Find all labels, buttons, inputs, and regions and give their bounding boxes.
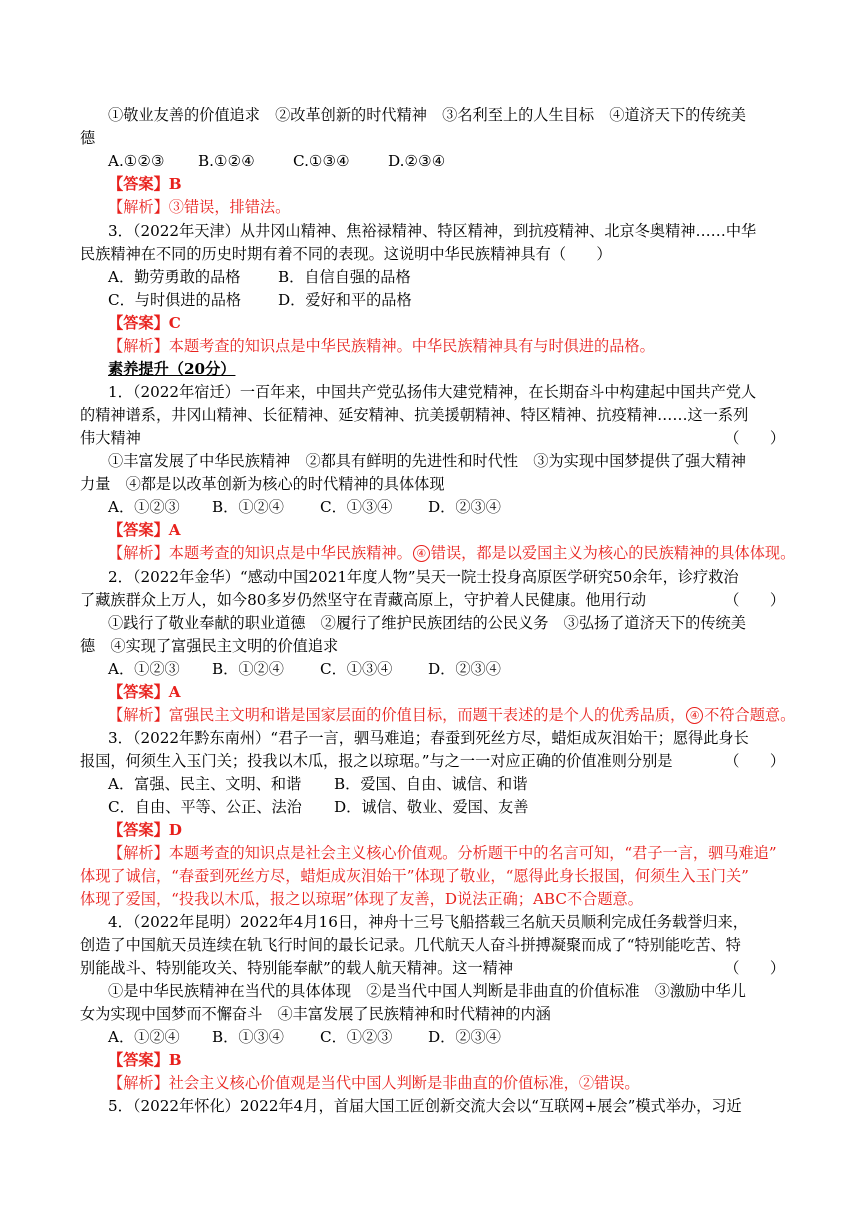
choice-b: B.①②④ <box>198 152 255 170</box>
question-3-stem: 3．（2022年黔东南州）“君子一言，驷马难追；春蚕到死丝方尽，蜡炬成灰泪始干；愿得此身长 <box>108 729 749 747</box>
question-4-stem-cont: 创造了中国航天员连续在轨飞行时间的最长记录。几代航天人奋斗拼搏凝聚而成了“特别能吃苦、特 <box>80 936 741 954</box>
option-statements-cont: 德 ④实现了富强民主文明的价值追求 <box>80 637 339 655</box>
section-heading: 素养提升（20分） <box>108 360 236 378</box>
answer-blank: （ ） <box>724 752 785 770</box>
option-statements: ①丰富发展了中华民族精神 ②都具有鲜明的先进性和时代性 ③为实现中国梦提供了强大精神 <box>108 452 746 470</box>
answer-blank: （ ） <box>724 591 785 609</box>
option-statements: ①是中华民族精神在当代的具体体现 ②是当代中国人判断是非曲直的价值标准 ③激励中华儿 <box>108 982 746 1000</box>
choice-c: C.①③④ <box>293 152 350 170</box>
option-statements-cont: 德 <box>80 129 96 147</box>
option-statements: ①践行了敬业奉献的职业道德 ②履行了维护民族团结的公民义务 ③弘扬了道济天下的传统美 <box>108 614 746 632</box>
question-3-stem-cont: 民族精神在不同的历史时期有着不同的表现。这说明中华民族精神具有（ ） <box>80 245 612 263</box>
stem-text: 伟大精神 <box>80 429 141 447</box>
answer-choices <box>108 496 785 518</box>
analysis-text-cont: 体现了爱国，“投我以木瓜，报之以琼琚”体现了友善，D说法正确；ABC不合题意。 <box>80 890 643 908</box>
choice-c: C．与时俱进的品格 <box>108 291 242 309</box>
stem-text: 别能战斗、特别能攻关、特别能奉献”的载人航天精神。这一精神 <box>80 959 514 977</box>
answer-label: 【答案】A <box>108 683 181 701</box>
choice-d: D．②③④ <box>428 660 501 678</box>
choice-c: C．①③④ <box>320 498 393 516</box>
question-3-stem: 3．（2022年天津）从井冈山精神、焦裕禄精神、特区精神，到抗疫精神、北京冬奥精神……中华 <box>108 222 757 240</box>
option-statements-cont: 女为实现中国梦而不懈奋斗 ④丰富发展了民族精神和时代精神的内涵 <box>80 1005 551 1023</box>
choice-b: B．自信自强的品格 <box>278 268 411 286</box>
option-statements-cont: 力量 ④都是以改革创新为核心的时代精神的具体体现 <box>80 475 445 493</box>
analysis-text: 【解析】本题考查的知识点是中华民族精神。中华民族精神具有与时俱进的品格。 <box>108 337 655 355</box>
choice-b: B．①②④ <box>212 660 284 678</box>
answer-choices <box>108 150 785 172</box>
analysis-part: 【解析】本题考查的知识点是中华民族精神。 <box>108 544 412 562</box>
stem-text: 报国，何须生入玉门关；投我以木瓜，报之以琼琚。”与之一一对应正确的价值准则分别是 <box>80 752 673 770</box>
choice-d: D．爱好和平的品格 <box>278 291 412 309</box>
choice-c: C．自由、平等、公正、法治 <box>108 798 302 816</box>
answer-label: 【答案】A <box>108 521 181 539</box>
choice-a: A．勤劳勇敢的品格 <box>108 268 241 286</box>
choice-c: C．①③④ <box>320 660 393 678</box>
question-5-stem: 5．（2022年怀化）2022年4月，首届大国工匠创新交流大会以“互联网+展会”模式举办，习近 <box>108 1097 742 1115</box>
analysis-part: 【解析】富强民主文明和谐是国家层面的价值目标，而题干表述的是个人的优秀品质， <box>108 706 686 724</box>
choice-a: A．富强、民主、文明、和谐 <box>108 775 302 793</box>
question-3-stem-cont <box>80 750 785 772</box>
analysis-text: 【解析】社会主义核心价值观是当代中国人判断是非曲直的价值标准，②错误。 <box>108 1074 640 1092</box>
answer-label: 【答案】D <box>108 821 182 839</box>
circled-number: ④ <box>686 707 703 724</box>
choice-d: D.②③④ <box>388 152 446 170</box>
answer-choices <box>108 1026 785 1048</box>
analysis-text: 【解析】③错误，排错法。 <box>108 198 291 216</box>
answer-blank: （ ） <box>724 959 785 977</box>
answer-choices <box>108 658 785 680</box>
choice-b: B．①②④ <box>212 498 284 516</box>
answer-label: 【答案】B <box>108 1051 182 1069</box>
choice-a: A．①②③ <box>108 498 180 516</box>
question-2-stem: 2．（2022年金华）“感动中国2021年度人物”吴天一院士投身高原医学研究50余年，诊疗救治 <box>108 568 739 586</box>
question-4-stem-cont <box>80 957 785 979</box>
choice-a: A．①②③ <box>108 660 180 678</box>
analysis-part: 不符合题意。 <box>704 706 796 724</box>
choice-a: A.①②③ <box>108 152 165 170</box>
choice-b: B．①③④ <box>212 1028 284 1046</box>
analysis-text <box>108 542 796 564</box>
question-1-stem-cont: 的精神谱系，井冈山精神、长征精神、延安精神、抗美援朝精神、特区精神、抗疫精神……这一系列 <box>80 406 749 424</box>
analysis-text: 【解析】本题考查的知识点是社会主义核心价值观。分析题干中的名言可知，“君子一言，驷马难追” <box>108 844 777 862</box>
answer-choices <box>108 773 785 795</box>
circled-number: ④ <box>413 545 430 562</box>
answer-choices <box>108 266 785 288</box>
answer-label: 【答案】B <box>108 175 182 193</box>
answer-choices <box>108 289 785 311</box>
choice-d: D．诚信、敬业、爱国、友善 <box>334 798 529 816</box>
option-statements: ①敬业友善的价值追求 ②改革创新的时代精神 ③名利至上的人生目标 ④道济天下的传统美 <box>108 106 746 124</box>
choice-d: D．②③④ <box>428 1028 501 1046</box>
question-2-stem-cont <box>80 589 785 611</box>
choice-a: A．①②④ <box>108 1028 180 1046</box>
analysis-part: 错误，都是以爱国主义为核心的民族精神的具体体现。 <box>430 544 796 562</box>
analysis-text-cont: 体现了诚信，“春蚕到死丝方尽，蜡炬成灰泪始干”体现了敬业，“愿得此身长报国，何须生入玉门关” <box>80 867 749 885</box>
question-1-stem: 1．（2022年宿迁）一百年来，中国共产党弘扬伟大建党精神，在长期奋斗中构建起中国共产党人 <box>108 383 757 401</box>
choice-c: C．①②③ <box>320 1028 393 1046</box>
question-4-stem: 4．（2022年昆明）2022年4月16日，神舟十三号飞船搭载三名航天员顺利完成任务载誉归来， <box>108 913 748 931</box>
stem-text: 了藏族群众上万人，如今80多岁仍然坚守在青藏高原上，守护着人民健康。他用行动 <box>80 591 647 609</box>
answer-blank: （ ） <box>724 429 785 447</box>
analysis-text <box>108 704 796 726</box>
choice-d: D．②③④ <box>428 498 501 516</box>
choice-b: B．爱国、自由、诚信、和谐 <box>334 775 528 793</box>
answer-choices <box>108 796 785 818</box>
question-1-stem-cont <box>80 427 785 449</box>
answer-label: 【答案】C <box>108 314 181 332</box>
